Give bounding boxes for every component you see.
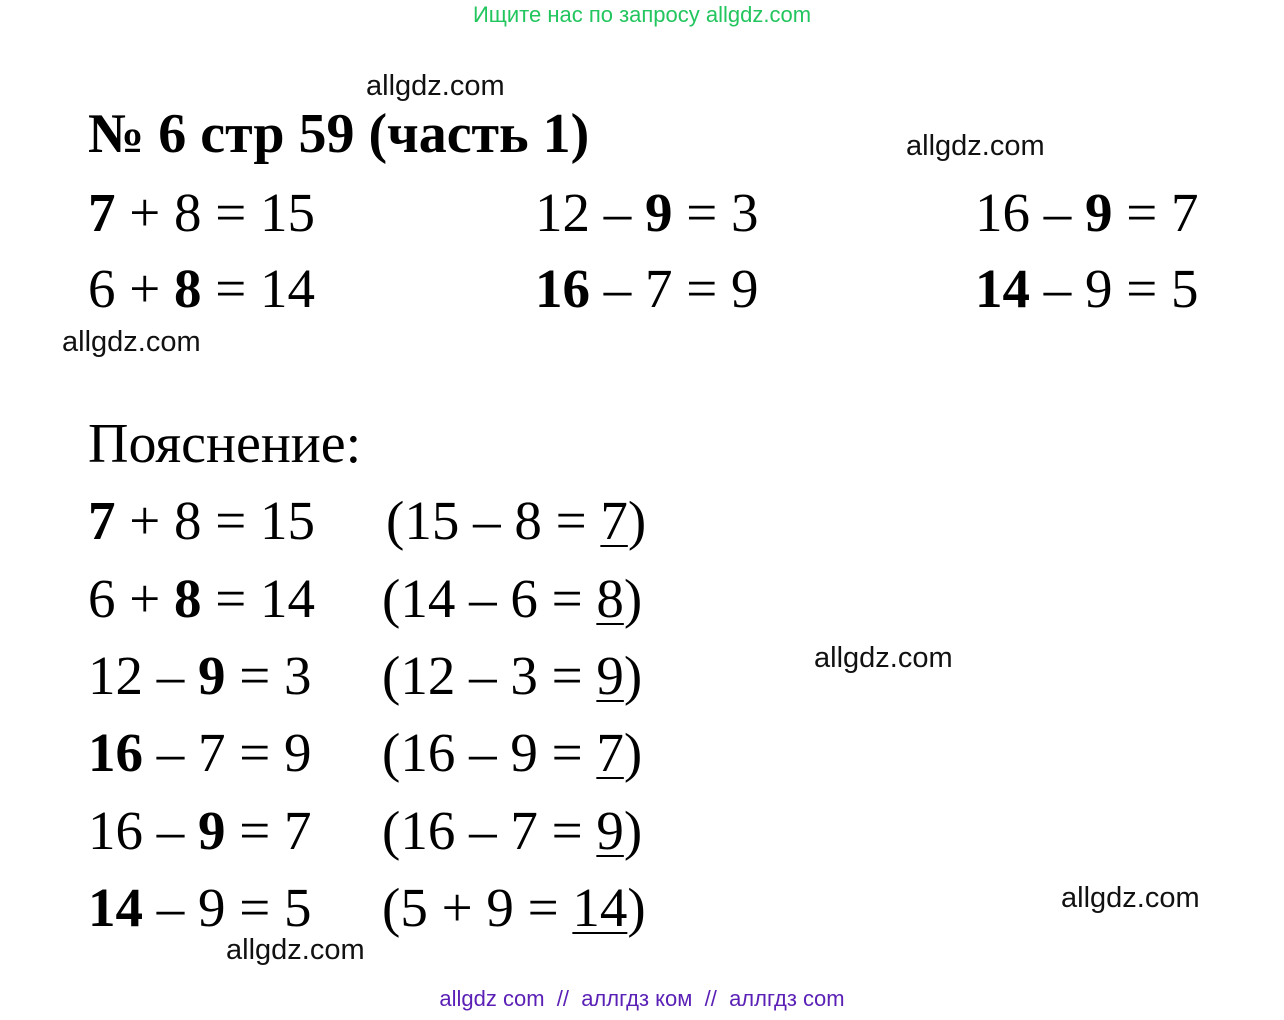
- check-answer: 9: [596, 645, 624, 706]
- check-answer: 7: [600, 490, 628, 551]
- equation-text: + 8 = 15: [115, 182, 316, 243]
- unknown-number: 8: [174, 258, 202, 319]
- unknown-number: 14: [975, 258, 1030, 319]
- explanation-equation: [88, 800, 312, 862]
- explanation-equation: [88, 568, 315, 630]
- equation-text: 16 –: [88, 800, 198, 861]
- unknown-number: 9: [1085, 182, 1113, 243]
- equation-text: = 7: [1112, 182, 1199, 243]
- unknown-number: 7: [88, 182, 116, 243]
- equation-text: – 9 = 5: [1030, 258, 1199, 319]
- check-expression: (14 – 6 =: [382, 568, 597, 629]
- watermark: allgdz.com: [906, 130, 1045, 162]
- check-answer: 9: [596, 800, 624, 861]
- watermark: allgdz.com: [366, 70, 505, 102]
- equation-text: = 14: [201, 258, 316, 319]
- check-equation: [382, 568, 642, 630]
- equation-text: = 3: [672, 182, 759, 243]
- check-answer: 7: [596, 722, 624, 783]
- equation-text: + 8 = 15: [115, 490, 316, 551]
- equation-text: 6 +: [88, 258, 175, 319]
- explanation-equation: [88, 645, 312, 707]
- equation-text: = 3: [225, 645, 312, 706]
- closing-paren: ): [627, 877, 646, 938]
- check-equation: [382, 722, 642, 784]
- task-equation: [535, 182, 759, 244]
- check-equation: [386, 490, 646, 552]
- check-equation: [382, 877, 646, 939]
- task-equation: [975, 258, 1199, 320]
- check-equation: [382, 645, 642, 707]
- equation-text: 16 –: [975, 182, 1085, 243]
- equation-text: – 7 = 9: [143, 722, 312, 783]
- check-expression: (16 – 7 =: [382, 800, 597, 861]
- check-expression: (16 – 9 =: [382, 722, 597, 783]
- closing-paren: ): [623, 800, 643, 861]
- explanation-heading: Пояснение:: [88, 413, 362, 475]
- unknown-number: 9: [198, 800, 226, 861]
- unknown-number: 7: [88, 490, 116, 551]
- closing-paren: ): [623, 645, 643, 706]
- check-expression: (12 – 3 =: [382, 645, 597, 706]
- unknown-number: 8: [174, 568, 202, 629]
- equation-text: 12 –: [535, 182, 645, 243]
- unknown-number: 16: [88, 722, 143, 783]
- closing-paren: ): [623, 568, 643, 629]
- footer-links: allgdz com // аллгдз ком // аллгдз com: [439, 986, 845, 1011]
- check-expression: (5 + 9 =: [382, 877, 573, 938]
- unknown-number: 9: [645, 182, 673, 243]
- unknown-number: 9: [198, 645, 226, 706]
- explanation-equation: [88, 490, 315, 552]
- equation-text: = 7: [225, 800, 312, 861]
- watermark: allgdz.com: [62, 326, 201, 358]
- watermark: allgdz.com: [1061, 882, 1200, 914]
- equation-text: 6 +: [88, 568, 175, 629]
- equation-text: – 7 = 9: [590, 258, 759, 319]
- closing-paren: ): [623, 722, 643, 783]
- check-answer: 14: [572, 877, 628, 938]
- task-equation: [535, 258, 759, 320]
- page-title: № 6 стр 59 (часть 1): [88, 103, 590, 165]
- check-answer: 8: [596, 568, 624, 629]
- closing-paren: ): [627, 490, 647, 551]
- watermark: allgdz.com: [814, 642, 953, 674]
- task-equation: [88, 258, 315, 320]
- task-equation: [975, 182, 1199, 244]
- equation-text: 12 –: [88, 645, 198, 706]
- top-search-banner: Ищите нас по запросу allgdz.com: [472, 2, 812, 27]
- task-equation: [88, 182, 315, 244]
- unknown-number: 14: [88, 877, 143, 938]
- watermark: allgdz.com: [226, 934, 365, 966]
- unknown-number: 16: [535, 258, 590, 319]
- check-equation: [382, 800, 642, 862]
- check-expression: (15 – 8 =: [386, 490, 601, 551]
- equation-text: – 9 = 5: [143, 877, 312, 938]
- equation-text: = 14: [201, 568, 316, 629]
- explanation-equation: [88, 722, 312, 784]
- explanation-equation: [88, 877, 312, 939]
